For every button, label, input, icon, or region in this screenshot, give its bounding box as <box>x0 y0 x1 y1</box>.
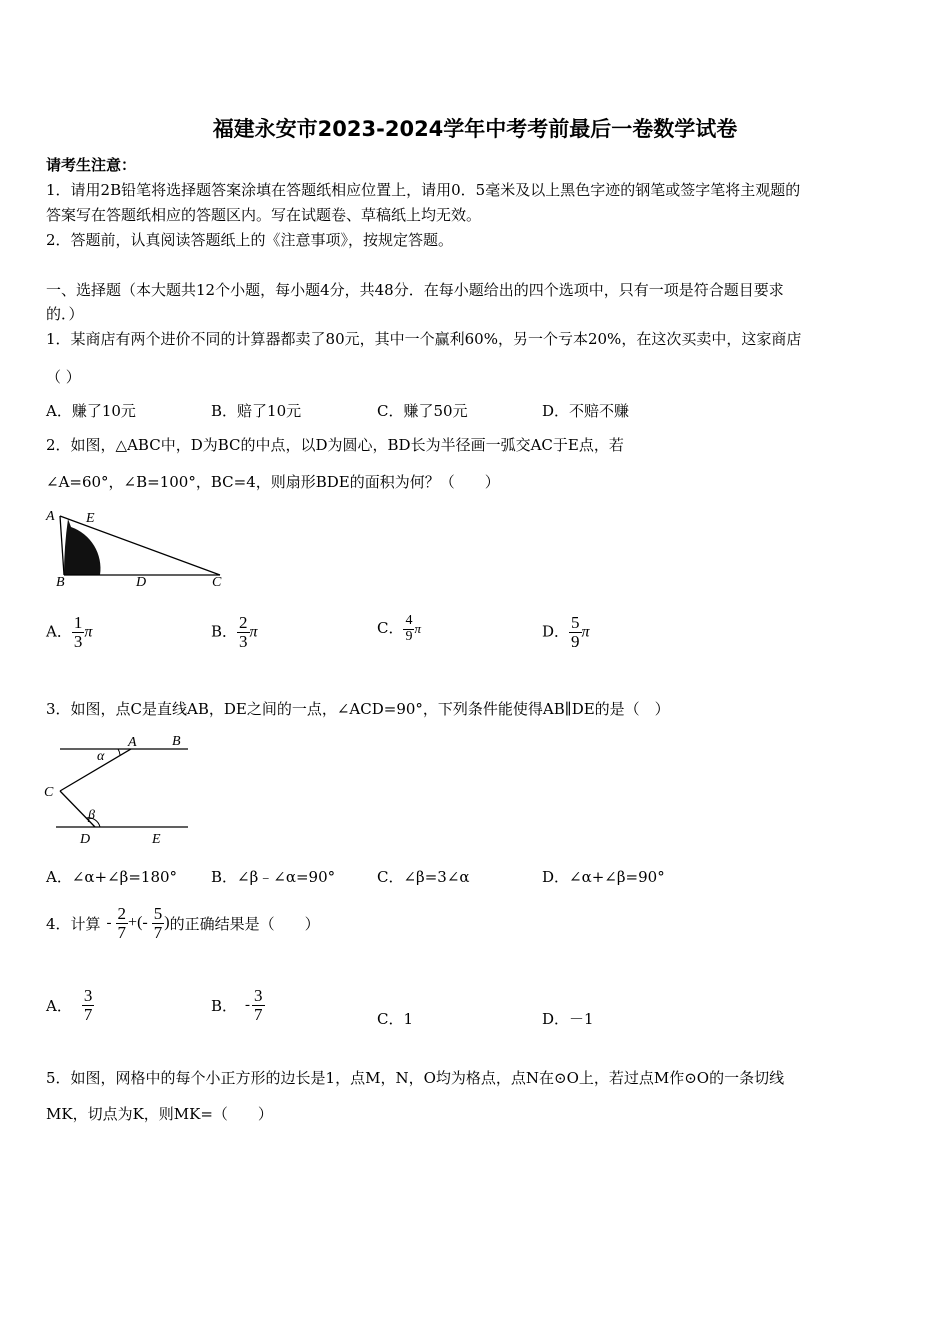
q4-mid: +(- <box>128 914 148 931</box>
notice-line-1a: 1．请用2B铅笔将选择题答案涂填在答题纸相应位置上，请用0．5毫米及以上黑色字迹的钢笔或签字笔将主观题的 <box>46 181 801 199</box>
q2-sector-bde <box>64 519 100 575</box>
q2-option-c-num: 4 <box>405 613 413 628</box>
notice-line-2: 2．答题前，认真阅读答题纸上的《注意事项》，按规定答题。 <box>46 231 454 249</box>
notice-heading: 请考生注意： <box>46 156 137 174</box>
q2-option-d-fraction <box>569 614 582 651</box>
q3-option-b: B．∠β﹣∠α=90° <box>211 868 336 886</box>
q3-label-b: B <box>172 734 181 749</box>
q3-label-alpha: α <box>97 749 105 764</box>
q4-option-a-num: 3 <box>83 985 93 1005</box>
q4-frac2-num: 5 <box>153 903 163 923</box>
q3-label-beta: β <box>88 808 95 823</box>
q2-label-c: C <box>212 575 222 590</box>
q2-option-c <box>377 614 421 644</box>
q2-label-a: A <box>46 509 55 524</box>
q1-stem-b: （ ） <box>46 368 81 386</box>
q4-frac1-num: 2 <box>117 903 127 923</box>
q4-close: ) <box>164 914 170 931</box>
q3-option-a: A．∠α+∠β=180° <box>46 868 178 886</box>
q4-option-b-label: B． <box>211 996 238 1015</box>
q2-option-d-num: 5 <box>571 613 580 632</box>
q3-parallel-lines-figure <box>40 728 200 850</box>
q2-option-c-label: C． <box>377 619 404 638</box>
q2-option-b-pi: π <box>249 623 258 641</box>
q2-option-a-num: 1 <box>73 613 83 632</box>
q2-option-b-label: B． <box>211 622 238 641</box>
q3-label-d: D <box>80 832 91 847</box>
q2-option-d <box>542 614 590 651</box>
q2-option-a-fraction <box>72 614 85 651</box>
q2-triangle-figure <box>40 502 240 592</box>
q5-stem-a: 5．如图，网格中的每个小正方形的边长是1，点M，N，O均为格点，点N在⊙O上，若过点M作⊙O的一条切线 <box>46 1069 785 1087</box>
q4-frac1-den: 7 <box>117 922 127 942</box>
q2-option-a-pi: π <box>84 623 93 641</box>
q2-option-c-fraction <box>403 614 414 644</box>
q2-stem-b: ∠A=60°，∠B=100°，BC=4，则扇形BDE的面积为何？（ ） <box>46 473 500 491</box>
q3-alpha-arc <box>118 749 120 755</box>
q3-option-d: D．∠α+∠β=90° <box>542 868 665 886</box>
q2-option-a-den: 3 <box>73 631 83 651</box>
q4-option-b-den: 7 <box>254 1004 263 1024</box>
q4-option-d: D．－1 <box>542 1010 594 1028</box>
q4-option-a-fraction <box>82 987 95 1024</box>
q4-option-c: C．1 <box>377 1010 414 1028</box>
q2-option-d-label: D． <box>542 622 570 641</box>
q4-stem <box>46 900 320 946</box>
q3-label-c: C <box>44 785 54 800</box>
q4-option-b-fraction <box>252 987 265 1024</box>
q2-option-b-num: 2 <box>239 613 248 632</box>
q2-side-ab <box>60 516 64 575</box>
q2-option-a <box>46 614 92 651</box>
q2-option-d-den: 9 <box>571 631 580 651</box>
q2-label-d: D <box>136 575 147 590</box>
q5-stem-b: MK，切点为K，则MK=（ ） <box>46 1105 273 1123</box>
q2-option-b-fraction <box>237 614 250 651</box>
q3-label-a: A <box>128 735 137 750</box>
q2-option-b <box>211 614 258 651</box>
q4-fraction-1 <box>116 905 129 942</box>
q1-stem-a: 1．某商店有两个进价不同的计算器都卖了80元，其中一个赢利60%，另一个亏本20%，在这次买卖中，这家商店 <box>46 330 802 348</box>
q2-option-c-den: 9 <box>405 628 413 644</box>
q4-option-a <box>46 982 94 1028</box>
q2-option-a-label: A． <box>46 622 72 641</box>
section-heading-a: 一、选择题（本大题共12个小题，每小题4分，共48分．在每小题给出的四个选项中，只有一项是符合题目要求 <box>46 281 784 299</box>
q4-option-a-label: A． <box>46 996 72 1015</box>
q1-option-d: D．不赔不赚 <box>542 402 630 420</box>
q4-option-b-minus: - <box>245 996 251 1013</box>
q4-minus: - <box>106 914 112 931</box>
q3-option-c: C．∠β=3∠α <box>377 868 470 886</box>
q3-label-e: E <box>152 832 161 847</box>
q4-prefix: 4．计算 <box>46 914 101 933</box>
q4-option-b <box>211 982 265 1028</box>
q4-suffix: 的正确结果是（ ） <box>169 914 320 933</box>
q1-option-b: B．赔了10元 <box>211 402 302 420</box>
section-heading-b: 的．） <box>46 305 84 323</box>
q4-frac2-den: 7 <box>153 922 163 942</box>
q4-option-b-num: 3 <box>254 985 263 1005</box>
q2-option-b-den: 3 <box>239 631 248 651</box>
q1-option-a: A．赚了10元 <box>46 402 136 420</box>
q1-option-c: C．赚了50元 <box>377 402 468 420</box>
q2-option-c-pi: π <box>414 621 421 637</box>
q4-fraction-2 <box>152 905 165 942</box>
page-title: 福建永安市2023-2024学年中考考前最后一卷数学试卷 <box>212 117 738 141</box>
q3-stem: 3．如图，点C是直线AB，DE之间的一点，∠ACD=90°，下列条件能使得AB∥DE的是（ ） <box>46 700 670 718</box>
q2-option-d-pi: π <box>581 623 590 641</box>
q2-label-b: B <box>56 575 65 590</box>
notice-line-1b: 答案写在答题纸相应的答题区内。写在试题卷、草稿纸上均无效。 <box>46 206 482 224</box>
q2-label-e: E <box>86 511 95 526</box>
q3-segment-ac <box>60 749 131 791</box>
q2-stem-a: 2．如图，△ABC中，D为BC的中点，以D为圆心，BD长为半径画一弧交AC于E点，若 <box>46 436 624 454</box>
q4-option-a-den: 7 <box>83 1004 93 1024</box>
